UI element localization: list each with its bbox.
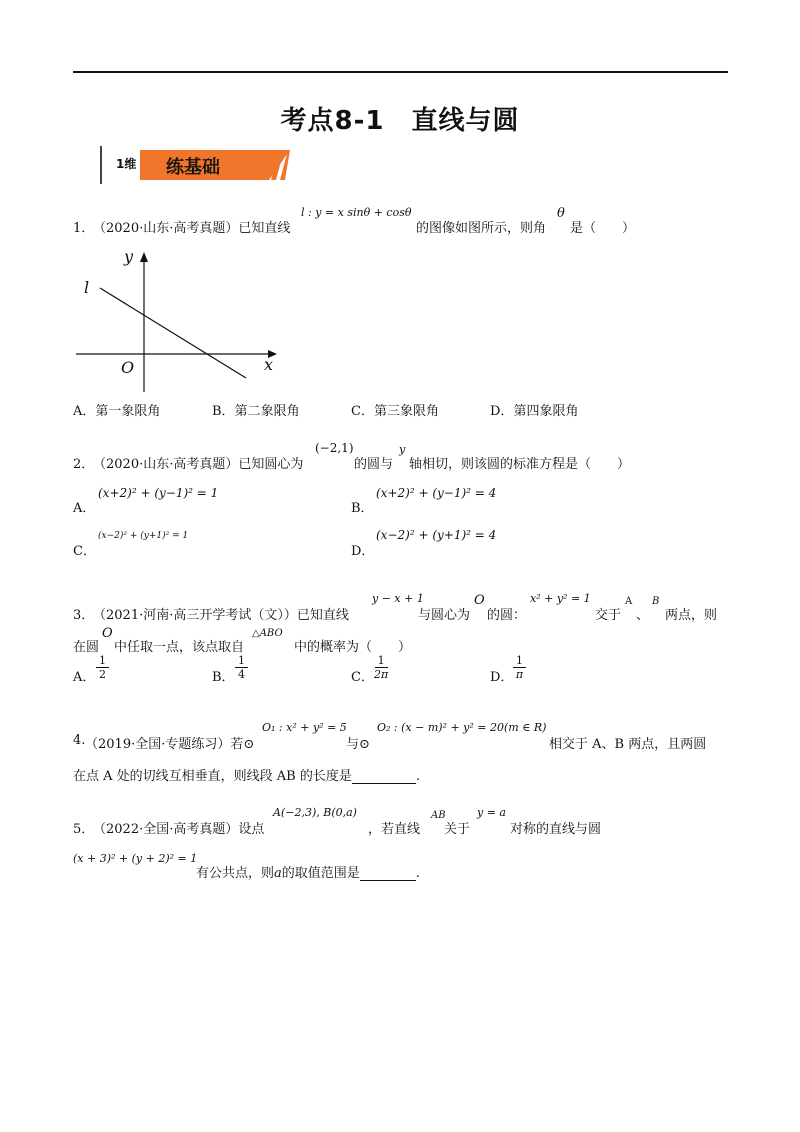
option-text: 第三象限角 (373, 404, 439, 419)
q5-end: 对称的直线与圆 (510, 822, 602, 837)
q4-source: （2019·全国·专题练习）若⊙ (85, 737, 255, 752)
q3-option-c-frac (374, 654, 388, 681)
q3-a: A (625, 596, 633, 607)
page-title: 考点8-1 直线与圆 (280, 106, 520, 136)
option-text: 第一象限角 (95, 404, 161, 419)
q2-number: 2． (73, 457, 95, 472)
q2-axis: y (399, 443, 406, 456)
section-banner (100, 146, 290, 184)
q3-o: O (474, 593, 485, 608)
q1-option-b (212, 400, 300, 419)
q4-mid: 与⊙ (346, 737, 370, 752)
q3-option-c-key: C． (351, 670, 374, 685)
q2-option-d-key: D． (351, 544, 375, 559)
banner-label: 练基础 (166, 157, 220, 178)
q1-option-a (73, 400, 160, 419)
q3-source: （2021·河南·高三开学考试（文））已知直线 (93, 608, 349, 623)
graph-label-o: O (121, 358, 135, 377)
frac-num: 1 (235, 654, 248, 668)
frac-den: 2π (374, 668, 389, 681)
q5-period: . (415, 866, 420, 881)
q5-source: （2022·全国·高考真题）设点 (93, 822, 265, 837)
q5-var-a: a (274, 866, 282, 881)
option-key: B． (212, 404, 235, 419)
q5-line2a: 有公共点，则 (196, 866, 275, 881)
q5-ya: y = a (477, 806, 506, 819)
q2-option-c: (x−2)² + (y+1)² = 1 (98, 531, 189, 541)
option-key: A． (73, 404, 96, 419)
q4-end: 相交于 A、B 两点，且两圆 (549, 737, 707, 752)
q2-center: (−2,1) (315, 441, 354, 455)
q1-number: 1． (73, 221, 95, 236)
q2-end: 轴相切，则该圆的标准方程是（ ） (409, 457, 631, 472)
q1-mid: 的图像如图所示，则角 (416, 221, 547, 236)
q3-line2b: 中任取一点，该点取自 (114, 640, 245, 655)
q3-option-b-key: B． (212, 670, 235, 685)
q5-line2b: 的取值范围是 (281, 866, 360, 881)
q2-option-b-key: B． (351, 501, 374, 516)
q2-option-d: (x−2)² + (y+1)² = 4 (376, 528, 497, 542)
q3-option-b-frac (235, 654, 248, 681)
q4-c1: O₁ : x² + y² = 5 (262, 721, 347, 734)
q3-b: B (652, 596, 660, 607)
q3-line: y − x + 1 (372, 592, 424, 605)
q1-formula: l : y = x sinθ + cosθ (301, 206, 412, 219)
q1-theta: θ (557, 206, 565, 221)
q3-line2a: 在圆 (73, 640, 100, 655)
banner-stripes-icon (258, 150, 290, 180)
q1-option-d (490, 400, 578, 419)
q4-number: 4. (73, 733, 86, 748)
frac-num: 1 (96, 654, 109, 668)
q1-graph (72, 248, 287, 396)
q3-o2: O (102, 626, 113, 641)
graph-label-l: l (84, 278, 90, 297)
q3-circle: x² + y² = 1 (530, 592, 591, 605)
q2-option-c-key: C． (73, 544, 96, 559)
option-key: C． (351, 404, 374, 419)
q4-c2: O₂ : (x − m)² + y² = 20(m ∈ R) (377, 721, 547, 734)
option-text: 第二象限角 (234, 404, 300, 419)
frac-den: 4 (238, 668, 245, 681)
frac-num: 1 (513, 654, 526, 668)
q4-line2 (73, 765, 420, 784)
q3-option-a-key: A． (73, 670, 96, 685)
banner-tab (100, 146, 142, 184)
q3-option-d-frac (513, 654, 526, 681)
header-rule (73, 71, 728, 73)
frac-num: 1 (375, 654, 388, 668)
q2-source: （2020·山东·高考真题）已知圆心为 (93, 457, 304, 472)
y-axis-arrow-icon (140, 252, 148, 262)
q3-tri: △ABO (252, 628, 283, 639)
q3-sep: 、 (636, 608, 650, 623)
q3-option-d-key: D． (490, 670, 514, 685)
frac-den: 2 (99, 668, 106, 681)
q5-circle: (x + 3)² + (y + 2)² = 1 (73, 852, 198, 865)
option-text: 第四象限角 (513, 404, 579, 419)
q2-option-a-key: A． (73, 501, 96, 516)
q3-end1: 两点，则 (665, 608, 718, 623)
q1-source: （2020·山东·高考真题）已知直线 (93, 221, 291, 236)
q5-answer-blank (360, 866, 416, 881)
q3-option-a-frac (96, 654, 109, 681)
q5-line2 (196, 862, 420, 881)
q4-period: . (415, 769, 420, 784)
q1-end: 是（ ） (570, 221, 636, 236)
q3-mid3: 交于 (595, 608, 622, 623)
q5-mid2: 关于 (444, 822, 471, 837)
q2-option-a: (x+2)² + (y−1)² = 1 (98, 486, 219, 500)
graph-label-y: y (124, 247, 134, 266)
q3-number: 3． (73, 608, 95, 623)
banner-tab-label: 1维 (116, 157, 137, 171)
q1-option-c (351, 400, 439, 419)
q3-line2c: 中的概率为（ ） (294, 640, 412, 655)
q4-answer-blank (352, 769, 416, 784)
q2-option-b: (x+2)² + (y−1)² = 4 (376, 486, 497, 500)
q4-line2-text: 在点 A 处的切线互相垂直，则线段 AB 的长度是 (73, 769, 352, 784)
q5-number: 5． (73, 822, 95, 837)
frac-den: π (515, 668, 524, 681)
option-key: D． (490, 404, 514, 419)
q5-ab: AB (431, 810, 446, 821)
q5-mid1: ，若直线 (368, 822, 421, 837)
q3-mid2: 的圆： (487, 608, 527, 623)
q3-mid1: 与圆心为 (418, 608, 471, 623)
q5-points: A(−2,3), B(0,a) (273, 806, 357, 819)
q2-mid: 的圆与 (354, 457, 394, 472)
graph-label-x: x (264, 355, 274, 374)
